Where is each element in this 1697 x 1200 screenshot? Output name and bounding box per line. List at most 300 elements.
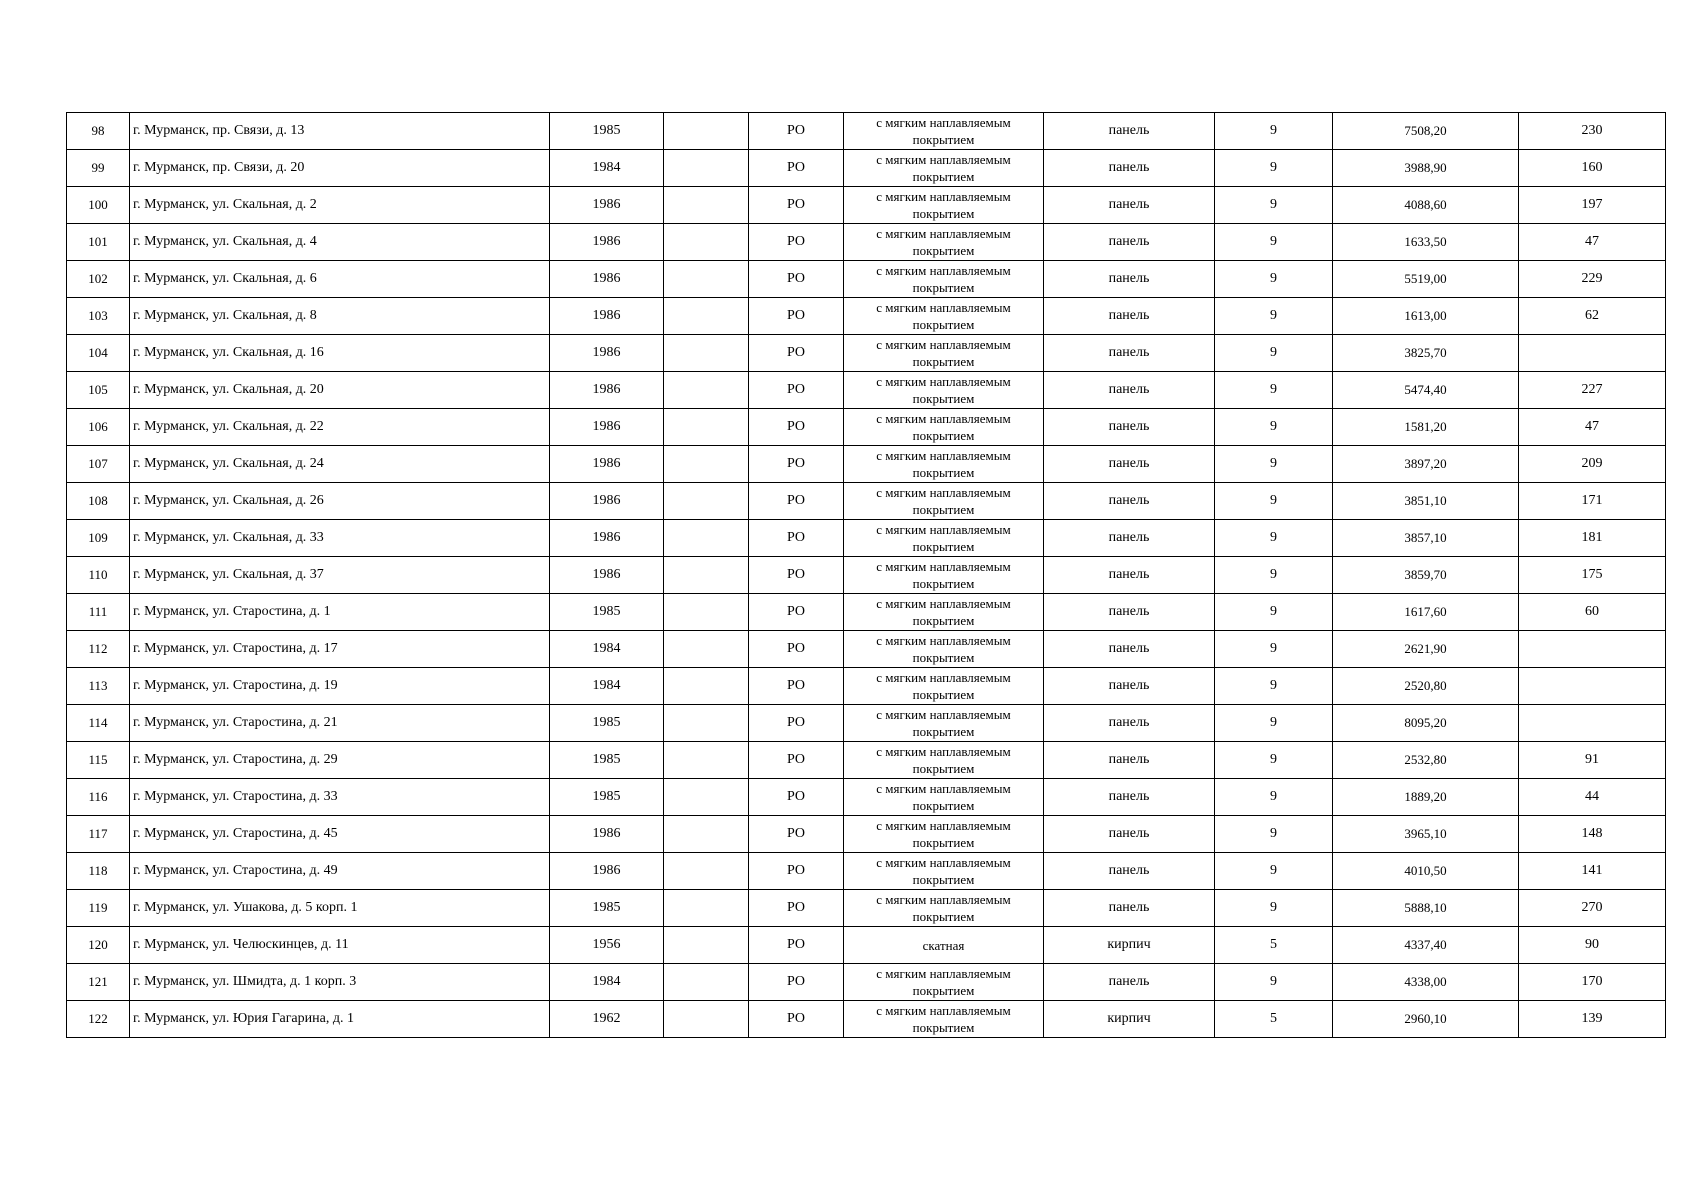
cell-fund-code: РО: [749, 594, 844, 631]
cell-empty: [664, 964, 749, 1001]
cell-fund-code: РО: [749, 890, 844, 927]
cell-roof-type: [844, 446, 1044, 483]
table-row: [67, 224, 1666, 261]
cell-floor-count: 9: [1215, 705, 1333, 742]
cell-address: г. Мурманск, ул. Скальная, д. 2: [130, 187, 550, 224]
cell-empty: [664, 779, 749, 816]
cell-residents: 171: [1519, 483, 1666, 520]
cell-floor-count: 9: [1215, 150, 1333, 187]
cell-address: г. Мурманск, пр. Связи, д. 20: [130, 150, 550, 187]
cell-empty: [664, 298, 749, 335]
cell-floor-count: 9: [1215, 668, 1333, 705]
cell-address: г. Мурманск, ул. Старостина, д. 17: [130, 631, 550, 668]
table-row: [67, 520, 1666, 557]
cell-row-number: 104: [67, 335, 130, 372]
cell-address: г. Мурманск, ул. Скальная, д. 33: [130, 520, 550, 557]
cell-roof-type: [844, 668, 1044, 705]
roof-type-text: с мягким наплавляемым покрытием: [876, 522, 1011, 554]
roof-type-text: с мягким наплавляемым покрытием: [876, 1003, 1011, 1035]
cell-floor-count: 9: [1215, 372, 1333, 409]
cell-empty: [664, 409, 749, 446]
cell-year-built: 1986: [550, 853, 664, 890]
cell-residents: 209: [1519, 446, 1666, 483]
cell-roof-type: [844, 594, 1044, 631]
roof-type-text: с мягким наплавляемым покрытием: [876, 411, 1011, 443]
cell-row-number: 111: [67, 594, 130, 631]
cell-total-area: 2532,80: [1333, 742, 1519, 779]
cell-total-area: 4010,50: [1333, 853, 1519, 890]
cell-floor-count: 9: [1215, 483, 1333, 520]
cell-residents: 181: [1519, 520, 1666, 557]
cell-empty: [664, 224, 749, 261]
cell-floor-count: 9: [1215, 816, 1333, 853]
cell-empty: [664, 705, 749, 742]
cell-fund-code: РО: [749, 224, 844, 261]
cell-roof-type: [844, 631, 1044, 668]
table-row: [67, 557, 1666, 594]
cell-roof-type: [844, 816, 1044, 853]
cell-year-built: 1985: [550, 890, 664, 927]
cell-wall-material: панель: [1044, 964, 1215, 1001]
cell-empty: [664, 927, 749, 964]
cell-empty: [664, 261, 749, 298]
cell-address: г. Мурманск, ул. Старостина, д. 33: [130, 779, 550, 816]
cell-empty: [664, 187, 749, 224]
roof-type-text: с мягким наплавляемым покрытием: [876, 263, 1011, 295]
cell-empty: [664, 1001, 749, 1038]
cell-residents: 197: [1519, 187, 1666, 224]
cell-row-number: 101: [67, 224, 130, 261]
cell-address: г. Мурманск, ул. Скальная, д. 37: [130, 557, 550, 594]
cell-roof-type: [844, 964, 1044, 1001]
table-row: [67, 409, 1666, 446]
cell-total-area: 1617,60: [1333, 594, 1519, 631]
cell-fund-code: РО: [749, 520, 844, 557]
cell-floor-count: 9: [1215, 113, 1333, 150]
cell-year-built: 1986: [550, 298, 664, 335]
cell-wall-material: панель: [1044, 816, 1215, 853]
roof-type-text: с мягким наплавляемым покрытием: [876, 485, 1011, 517]
cell-row-number: 102: [67, 261, 130, 298]
cell-total-area: 2520,80: [1333, 668, 1519, 705]
cell-wall-material: панель: [1044, 298, 1215, 335]
roof-type-text: с мягким наплавляемым покрытием: [876, 818, 1011, 850]
cell-year-built: 1986: [550, 187, 664, 224]
cell-roof-type: [844, 298, 1044, 335]
cell-total-area: 3857,10: [1333, 520, 1519, 557]
cell-floor-count: 9: [1215, 890, 1333, 927]
cell-year-built: 1984: [550, 150, 664, 187]
cell-year-built: 1986: [550, 483, 664, 520]
cell-address: г. Мурманск, ул. Старостина, д. 45: [130, 816, 550, 853]
cell-year-built: 1986: [550, 335, 664, 372]
cell-address: г. Мурманск, ул. Старостина, д. 19: [130, 668, 550, 705]
cell-address: г. Мурманск, ул. Челюскинцев, д. 11: [130, 927, 550, 964]
roof-type-text: с мягким наплавляемым покрытием: [876, 374, 1011, 406]
cell-fund-code: РО: [749, 631, 844, 668]
cell-row-number: 105: [67, 372, 130, 409]
cell-fund-code: РО: [749, 557, 844, 594]
registry-table-body: [67, 113, 1666, 1038]
roof-type-text: с мягким наплавляемым покрытием: [876, 596, 1011, 628]
cell-empty: [664, 113, 749, 150]
cell-total-area: 5888,10: [1333, 890, 1519, 927]
cell-floor-count: 5: [1215, 1001, 1333, 1038]
cell-residents: 47: [1519, 409, 1666, 446]
cell-total-area: 4088,60: [1333, 187, 1519, 224]
cell-fund-code: РО: [749, 298, 844, 335]
cell-empty: [664, 557, 749, 594]
table-row: [67, 668, 1666, 705]
roof-type-text: с мягким наплавляемым покрытием: [876, 115, 1011, 147]
cell-address: г. Мурманск, ул. Скальная, д. 4: [130, 224, 550, 261]
cell-fund-code: РО: [749, 668, 844, 705]
cell-fund-code: РО: [749, 483, 844, 520]
cell-address: г. Мурманск, пр. Связи, д. 13: [130, 113, 550, 150]
cell-total-area: 1613,00: [1333, 298, 1519, 335]
cell-year-built: 1986: [550, 446, 664, 483]
cell-floor-count: 9: [1215, 964, 1333, 1001]
cell-residents: 60: [1519, 594, 1666, 631]
cell-row-number: 113: [67, 668, 130, 705]
table-row: [67, 779, 1666, 816]
cell-fund-code: РО: [749, 853, 844, 890]
cell-wall-material: панель: [1044, 150, 1215, 187]
table-row: [67, 594, 1666, 631]
cell-row-number: 99: [67, 150, 130, 187]
cell-fund-code: РО: [749, 779, 844, 816]
cell-wall-material: панель: [1044, 594, 1215, 631]
cell-wall-material: панель: [1044, 779, 1215, 816]
cell-wall-material: панель: [1044, 668, 1215, 705]
cell-year-built: 1986: [550, 409, 664, 446]
cell-empty: [664, 483, 749, 520]
cell-residents: 141: [1519, 853, 1666, 890]
cell-year-built: 1956: [550, 927, 664, 964]
table-row: [67, 853, 1666, 890]
cell-address: г. Мурманск, ул. Скальная, д. 24: [130, 446, 550, 483]
cell-total-area: 2621,90: [1333, 631, 1519, 668]
table-row: [67, 261, 1666, 298]
cell-roof-type: [844, 927, 1044, 964]
cell-row-number: 108: [67, 483, 130, 520]
cell-wall-material: панель: [1044, 520, 1215, 557]
cell-total-area: 3988,90: [1333, 150, 1519, 187]
cell-row-number: 122: [67, 1001, 130, 1038]
cell-empty: [664, 594, 749, 631]
cell-floor-count: 9: [1215, 187, 1333, 224]
cell-roof-type: [844, 483, 1044, 520]
cell-roof-type: [844, 705, 1044, 742]
cell-roof-type: [844, 224, 1044, 261]
cell-fund-code: РО: [749, 261, 844, 298]
cell-wall-material: панель: [1044, 557, 1215, 594]
cell-address: г. Мурманск, ул. Старостина, д. 29: [130, 742, 550, 779]
cell-wall-material: панель: [1044, 372, 1215, 409]
cell-empty: [664, 631, 749, 668]
table-row: [67, 1001, 1666, 1038]
cell-fund-code: РО: [749, 927, 844, 964]
cell-wall-material: панель: [1044, 631, 1215, 668]
cell-total-area: 3897,20: [1333, 446, 1519, 483]
cell-fund-code: РО: [749, 1001, 844, 1038]
cell-year-built: 1984: [550, 631, 664, 668]
roof-type-text: с мягким наплавляемым покрытием: [876, 152, 1011, 184]
cell-row-number: 106: [67, 409, 130, 446]
cell-floor-count: 9: [1215, 409, 1333, 446]
cell-floor-count: 5: [1215, 927, 1333, 964]
cell-wall-material: кирпич: [1044, 927, 1215, 964]
cell-address: г. Мурманск, ул. Скальная, д. 20: [130, 372, 550, 409]
cell-roof-type: [844, 1001, 1044, 1038]
cell-address: г. Мурманск, ул. Скальная, д. 16: [130, 335, 550, 372]
roof-type-text: с мягким наплавляемым покрытием: [876, 744, 1011, 776]
cell-total-area: 1633,50: [1333, 224, 1519, 261]
cell-residents: 229: [1519, 261, 1666, 298]
cell-residents: 44: [1519, 779, 1666, 816]
cell-roof-type: [844, 890, 1044, 927]
cell-floor-count: 9: [1215, 594, 1333, 631]
cell-year-built: 1986: [550, 557, 664, 594]
cell-floor-count: 9: [1215, 631, 1333, 668]
roof-type-text: с мягким наплавляемым покрытием: [876, 559, 1011, 591]
cell-roof-type: [844, 187, 1044, 224]
cell-empty: [664, 816, 749, 853]
cell-total-area: 3851,10: [1333, 483, 1519, 520]
cell-row-number: 100: [67, 187, 130, 224]
roof-type-text: с мягким наплавляемым покрытием: [876, 670, 1011, 702]
cell-row-number: 112: [67, 631, 130, 668]
cell-total-area: 3859,70: [1333, 557, 1519, 594]
roof-type-text: с мягким наплавляемым покрытием: [876, 781, 1011, 813]
cell-wall-material: панель: [1044, 335, 1215, 372]
table-row: [67, 372, 1666, 409]
cell-residents: [1519, 705, 1666, 742]
cell-address: г. Мурманск, ул. Шмидта, д. 1 корп. 3: [130, 964, 550, 1001]
cell-year-built: 1986: [550, 372, 664, 409]
cell-residents: 170: [1519, 964, 1666, 1001]
table-row: [67, 335, 1666, 372]
cell-empty: [664, 446, 749, 483]
cell-empty: [664, 372, 749, 409]
cell-address: г. Мурманск, ул. Старостина, д. 1: [130, 594, 550, 631]
cell-floor-count: 9: [1215, 261, 1333, 298]
cell-year-built: 1984: [550, 668, 664, 705]
cell-wall-material: кирпич: [1044, 1001, 1215, 1038]
cell-wall-material: панель: [1044, 224, 1215, 261]
cell-wall-material: панель: [1044, 113, 1215, 150]
cell-year-built: 1985: [550, 594, 664, 631]
cell-fund-code: РО: [749, 446, 844, 483]
table-row: [67, 113, 1666, 150]
cell-residents: 62: [1519, 298, 1666, 335]
cell-row-number: 118: [67, 853, 130, 890]
table-row: [67, 631, 1666, 668]
cell-address: г. Мурманск, ул. Скальная, д. 22: [130, 409, 550, 446]
roof-type-text: с мягким наплавляемым покрытием: [876, 300, 1011, 332]
table-row: [67, 742, 1666, 779]
cell-wall-material: панель: [1044, 483, 1215, 520]
table-row: [67, 890, 1666, 927]
cell-empty: [664, 668, 749, 705]
cell-row-number: 117: [67, 816, 130, 853]
cell-row-number: 110: [67, 557, 130, 594]
cell-empty: [664, 520, 749, 557]
cell-roof-type: [844, 150, 1044, 187]
cell-fund-code: РО: [749, 372, 844, 409]
cell-roof-type: [844, 113, 1044, 150]
cell-residents: 148: [1519, 816, 1666, 853]
cell-total-area: 3965,10: [1333, 816, 1519, 853]
table-row: [67, 705, 1666, 742]
cell-residents: [1519, 668, 1666, 705]
table-row: [67, 298, 1666, 335]
cell-fund-code: РО: [749, 742, 844, 779]
cell-residents: 47: [1519, 224, 1666, 261]
cell-address: г. Мурманск, ул. Юрия Гагарина, д. 1: [130, 1001, 550, 1038]
cell-row-number: 98: [67, 113, 130, 150]
cell-empty: [664, 853, 749, 890]
cell-residents: 139: [1519, 1001, 1666, 1038]
cell-floor-count: 9: [1215, 520, 1333, 557]
table-row: [67, 964, 1666, 1001]
cell-year-built: 1985: [550, 742, 664, 779]
cell-row-number: 103: [67, 298, 130, 335]
cell-wall-material: панель: [1044, 853, 1215, 890]
cell-floor-count: 9: [1215, 779, 1333, 816]
cell-wall-material: панель: [1044, 890, 1215, 927]
cell-residents: [1519, 631, 1666, 668]
table-row: [67, 816, 1666, 853]
cell-residents: 227: [1519, 372, 1666, 409]
cell-roof-type: [844, 372, 1044, 409]
cell-year-built: 1986: [550, 261, 664, 298]
cell-address: г. Мурманск, ул. Скальная, д. 26: [130, 483, 550, 520]
roof-type-text: с мягким наплавляемым покрытием: [876, 448, 1011, 480]
cell-total-area: 1581,20: [1333, 409, 1519, 446]
cell-address: г. Мурманск, ул. Скальная, д. 8: [130, 298, 550, 335]
cell-roof-type: [844, 520, 1044, 557]
table-row: [67, 483, 1666, 520]
cell-roof-type: [844, 335, 1044, 372]
cell-row-number: 120: [67, 927, 130, 964]
cell-residents: 175: [1519, 557, 1666, 594]
cell-total-area: 5474,40: [1333, 372, 1519, 409]
cell-floor-count: 9: [1215, 446, 1333, 483]
cell-empty: [664, 150, 749, 187]
cell-roof-type: [844, 557, 1044, 594]
cell-residents: 91: [1519, 742, 1666, 779]
cell-floor-count: 9: [1215, 853, 1333, 890]
cell-roof-type: [844, 409, 1044, 446]
cell-year-built: 1986: [550, 224, 664, 261]
cell-year-built: 1985: [550, 705, 664, 742]
cell-roof-type: [844, 853, 1044, 890]
cell-residents: 230: [1519, 113, 1666, 150]
cell-year-built: 1985: [550, 113, 664, 150]
cell-row-number: 119: [67, 890, 130, 927]
cell-residents: [1519, 335, 1666, 372]
cell-total-area: 5519,00: [1333, 261, 1519, 298]
cell-wall-material: панель: [1044, 742, 1215, 779]
cell-fund-code: РО: [749, 409, 844, 446]
cell-residents: 270: [1519, 890, 1666, 927]
cell-address: г. Мурманск, ул. Старостина, д. 21: [130, 705, 550, 742]
cell-floor-count: 9: [1215, 335, 1333, 372]
roof-type-text: с мягким наплавляемым покрытием: [876, 337, 1011, 369]
cell-address: г. Мурманск, ул. Старостина, д. 49: [130, 853, 550, 890]
cell-roof-type: [844, 779, 1044, 816]
cell-empty: [664, 890, 749, 927]
housing-registry-table: [66, 112, 1666, 1038]
cell-residents: 90: [1519, 927, 1666, 964]
roof-type-text: с мягким наплавляемым покрытием: [876, 189, 1011, 221]
cell-wall-material: панель: [1044, 409, 1215, 446]
cell-year-built: 1984: [550, 964, 664, 1001]
table-row: [67, 446, 1666, 483]
cell-floor-count: 9: [1215, 557, 1333, 594]
cell-total-area: 8095,20: [1333, 705, 1519, 742]
roof-type-text: с мягким наплавляемым покрытием: [876, 855, 1011, 887]
cell-total-area: 1889,20: [1333, 779, 1519, 816]
table-row: [67, 187, 1666, 224]
cell-empty: [664, 742, 749, 779]
cell-total-area: 4337,40: [1333, 927, 1519, 964]
cell-year-built: 1986: [550, 520, 664, 557]
table-row: [67, 150, 1666, 187]
cell-total-area: 4338,00: [1333, 964, 1519, 1001]
roof-type-text: скатная: [922, 937, 965, 953]
cell-fund-code: РО: [749, 964, 844, 1001]
cell-row-number: 115: [67, 742, 130, 779]
cell-roof-type: [844, 742, 1044, 779]
cell-year-built: 1985: [550, 779, 664, 816]
cell-empty: [664, 335, 749, 372]
cell-floor-count: 9: [1215, 742, 1333, 779]
roof-type-text: с мягким наплавляемым покрытием: [876, 707, 1011, 739]
roof-type-text: с мягким наплавляемым покрытием: [876, 966, 1011, 998]
cell-address: г. Мурманск, ул. Скальная, д. 6: [130, 261, 550, 298]
cell-year-built: 1962: [550, 1001, 664, 1038]
cell-residents: 160: [1519, 150, 1666, 187]
cell-floor-count: 9: [1215, 298, 1333, 335]
cell-total-area: 2960,10: [1333, 1001, 1519, 1038]
cell-fund-code: РО: [749, 150, 844, 187]
cell-row-number: 109: [67, 520, 130, 557]
roof-type-text: с мягким наплавляемым покрытием: [876, 633, 1011, 665]
cell-year-built: 1986: [550, 816, 664, 853]
cell-fund-code: РО: [749, 705, 844, 742]
cell-fund-code: РО: [749, 335, 844, 372]
table-row: [67, 927, 1666, 964]
cell-fund-code: РО: [749, 816, 844, 853]
cell-wall-material: панель: [1044, 705, 1215, 742]
roof-type-text: с мягким наплавляемым покрытием: [876, 892, 1011, 924]
cell-wall-material: панель: [1044, 446, 1215, 483]
roof-type-text: с мягким наплавляемым покрытием: [876, 226, 1011, 258]
cell-row-number: 121: [67, 964, 130, 1001]
cell-total-area: 7508,20: [1333, 113, 1519, 150]
cell-address: г. Мурманск, ул. Ушакова, д. 5 корп. 1: [130, 890, 550, 927]
cell-fund-code: РО: [749, 187, 844, 224]
cell-roof-type: [844, 261, 1044, 298]
cell-total-area: 3825,70: [1333, 335, 1519, 372]
cell-wall-material: панель: [1044, 187, 1215, 224]
cell-row-number: 107: [67, 446, 130, 483]
cell-row-number: 114: [67, 705, 130, 742]
cell-floor-count: 9: [1215, 224, 1333, 261]
cell-wall-material: панель: [1044, 261, 1215, 298]
